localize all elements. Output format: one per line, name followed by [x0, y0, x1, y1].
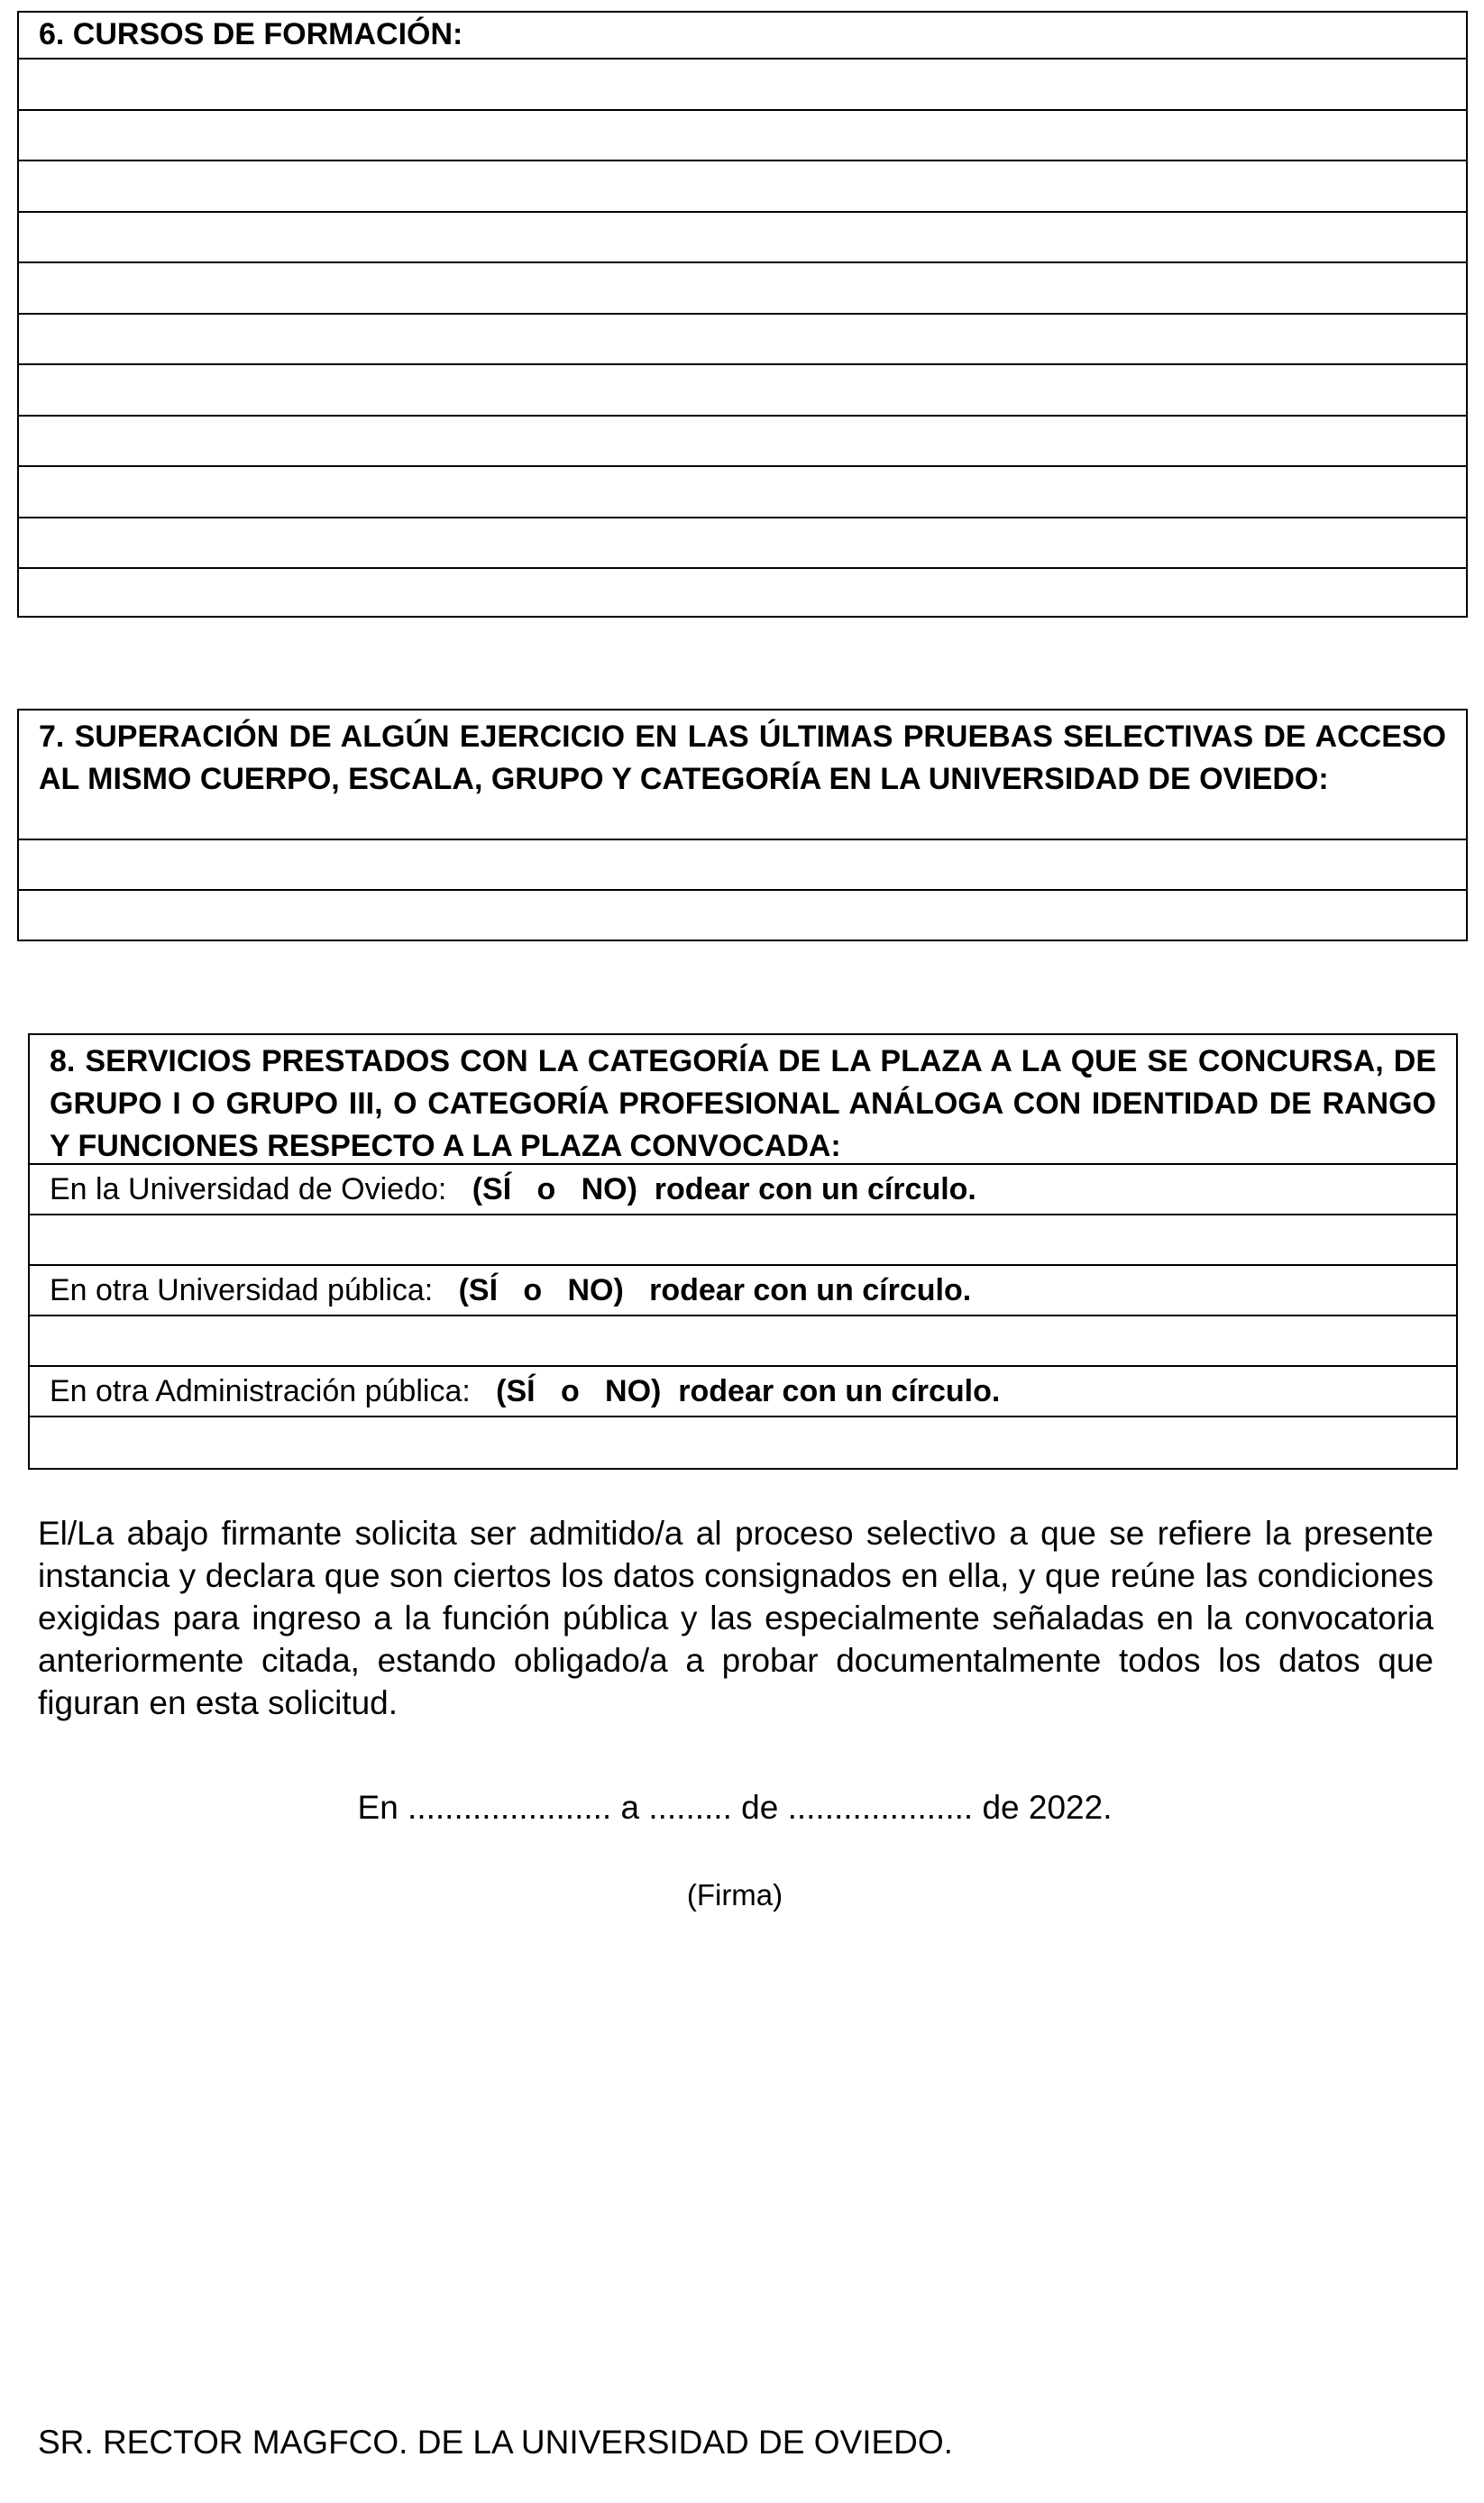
section-6-blank-row[interactable]: [19, 315, 1466, 366]
section-6-blank-row[interactable]: [19, 467, 1466, 518]
blank-row[interactable]: [30, 1215, 1456, 1266]
date-line: En ...................... a ......... de .................... de 2022.: [357, 1789, 1113, 1826]
item-label: En la Universidad de Oviedo:: [50, 1172, 472, 1206]
section-6-blank-row[interactable]: [19, 569, 1466, 620]
section-8-title: 8. SERVICIOS PRESTADOS CON LA CATEGORÍA DE LA PLAZA A LA QUE SE CONCURSA, DE GRUPO I O GRUPO III, O CATEGORÍA PROFESIONAL ANÁLOGA CON IDENTIDAD DE RANGO Y FUNCIONES RESPECTO A LA PLAZA CONVOCADA:: [30, 1035, 1456, 1165]
section-6-blank-row[interactable]: [19, 365, 1466, 417]
blank-row[interactable]: [30, 1417, 1456, 1468]
section-6-blank-row[interactable]: [19, 60, 1466, 111]
signature-label: (Firma): [686, 1878, 783, 1912]
declaration-paragraph: El/La abajo firmante solicita ser admitido/a al proceso selectivo a que se refiere la presente instancia y declara que son ciertos los datos consignados en ella, y que reúne las condiciones exigidas para ingreso a la función pública y las especialmente señaladas en la convocatoria anteriormente citada, estando obligado/a a probar documentalmente todos los datos que figuran en esta solicitud.: [38, 1515, 1434, 1721]
section-6-blank-row[interactable]: [19, 213, 1466, 264]
item-otra-administracion: [30, 1367, 1456, 1417]
section-7-blank-row[interactable]: [19, 891, 1466, 941]
yes-no-choice[interactable]: (SÍ o NO) rodear con un círculo.: [458, 1273, 972, 1307]
section-6-blank-row[interactable]: [19, 518, 1466, 570]
item-otra-universidad: [30, 1266, 1456, 1316]
yes-no-choice[interactable]: (SÍ o NO) rodear con un círculo.: [472, 1172, 976, 1206]
section-6-blank-row[interactable]: [19, 161, 1466, 213]
addressee: SR. RECTOR MAGFCO. DE LA UNIVERSIDAD DE OVIEDO.: [38, 2424, 953, 2461]
section-6-blank-row[interactable]: [19, 417, 1466, 468]
section-7-blank-row[interactable]: [19, 840, 1466, 891]
section-6-blank-row[interactable]: [19, 111, 1466, 162]
section-8-table: [28, 1033, 1458, 1470]
section-6-table: [17, 11, 1468, 618]
item-label: En otra Administración pública:: [50, 1374, 497, 1408]
yes-no-choice[interactable]: (SÍ o NO) rodear con un círculo.: [496, 1374, 1001, 1408]
item-universidad-oviedo: [30, 1165, 1456, 1215]
blank-row[interactable]: [30, 1316, 1456, 1367]
section-7-title: 7. SUPERACIÓN DE ALGÚN EJERCICIO EN LAS ÚLTIMAS PRUEBAS SELECTIVAS DE ACCESO AL MISMO CUERPO, ESCALA, GRUPO Y CATEGORÍA EN LA UNIVERSIDAD DE OVIEDO:: [19, 711, 1466, 840]
section-7-table: [17, 709, 1468, 941]
section-6-blank-row[interactable]: [19, 263, 1466, 315]
item-label: En otra Universidad pública:: [50, 1273, 459, 1307]
section-6-title: 6. CURSOS DE FORMACIÓN:: [19, 13, 1466, 60]
